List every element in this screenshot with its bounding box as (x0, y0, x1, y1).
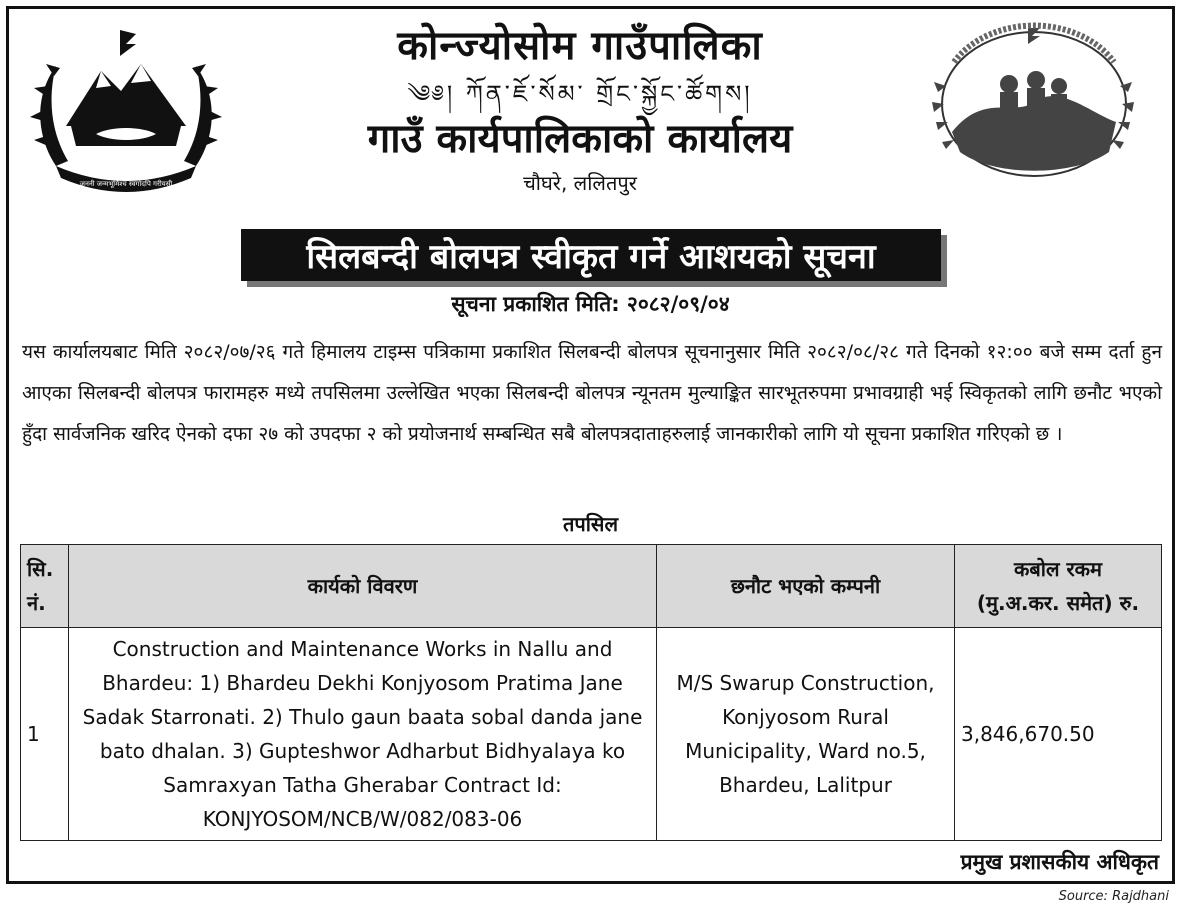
column-header-company: छनौट भएको कम्पनी (657, 545, 955, 628)
cell-company: M/S Swarup Construction, Konjyosom Rural Municipality, Ward no.5, Bhardeu, Lalitpur (657, 628, 955, 841)
table-row (21, 628, 1162, 841)
municipality-logo-emblem (924, 22, 1142, 194)
cell-description: Construction and Maintenance Works in Nallu and Bhardeu: 1) Bhardeu Dekhi Konjyosom Pratima Jane Sadak Starronati. 2) Thulo gaun baata sobal danda jane bato dhalan. 3) Gupteshwor Adharbut Bidhyalaya ko Samraxyan Tatha Gherabar Contract Id: KONJYOSOM/NCB/W/082/083-06 (69, 628, 657, 841)
schedule-heading: तपसिल (562, 512, 619, 536)
letterhead (240, 22, 920, 198)
published-date: सूचना प्रकाशित मिति: २०८२/०९/०४ (451, 292, 730, 316)
office-name: गाउँ कार्यपालिकाको कार्यालय (367, 116, 793, 162)
column-header-amount-line2: (मु.अ.कर. समेत) रु. (976, 591, 1140, 615)
column-header-amount (955, 545, 1162, 628)
municipality-name-tibetan-script: ༄༅། ཀོན་ཇོ་སོམ་ གྲོང་སྐྱོང་ཚོགས། (407, 80, 753, 108)
left-emblem-motto: जननी जन्मभूमिश्च स्वर्गादपि गरीयसी (79, 180, 173, 188)
municipality-name: कोन्ज्योसोम गाउँपालिका (397, 23, 763, 69)
office-location: चौघरे, ललितपुर (523, 171, 637, 195)
cell-amount: 3,846,670.50 (955, 628, 1162, 841)
column-header-sn: सि. नं. (21, 545, 69, 628)
notice-body-paragraph: यस कार्यालयबाट मिति २०८२/०७/२६ गते हिमालय टाइम्स पत्रिकामा प्रकाशित सिलबन्दी बोलपत्र सूचनानुसार मिति २०८२/०८/२८ गते दिनको १२:०० बजे सम्म दर्ता हुन आएका सिलबन्दी बोलपत्र फारामहरु मध्ये तपसिलमा उल्लेखित भएका सिलबन्दी बोलपत्र न्यूनतम मुल्याङ्कित सारभूतरुपमा प्रभावग्राही भई स्विकृतको लागि छनौट भएको हुँदा सार्वजनिक खरिद ऐनको दफा २७ को उपदफा २ को प्रयोजनार्थ सम्बन्धित सबै बोलपत्रदाताहरुलाई जानकारीको लागि यो सूचना प्रकाशित गरिएको छ । (22, 341, 1162, 445)
column-header-amount-line1: कबोल रकम (1014, 557, 1102, 581)
signatory-title: प्रमुख प्रशासकीय अधिकृत (960, 850, 1159, 874)
schedule-table (20, 544, 1162, 841)
nepal-coat-of-arms-emblem (26, 26, 226, 198)
cell-sn: 1 (21, 628, 69, 841)
notice-title: सिलबन्दी बोलपत्र स्वीकृत गर्ने आशयको सूचना (306, 237, 876, 277)
table-header-row (21, 545, 1162, 628)
column-header-description: कार्यको विवरण (69, 545, 657, 628)
notice-title-banner (241, 229, 941, 281)
source-credit: Source: Rajdhani (1058, 889, 1169, 904)
